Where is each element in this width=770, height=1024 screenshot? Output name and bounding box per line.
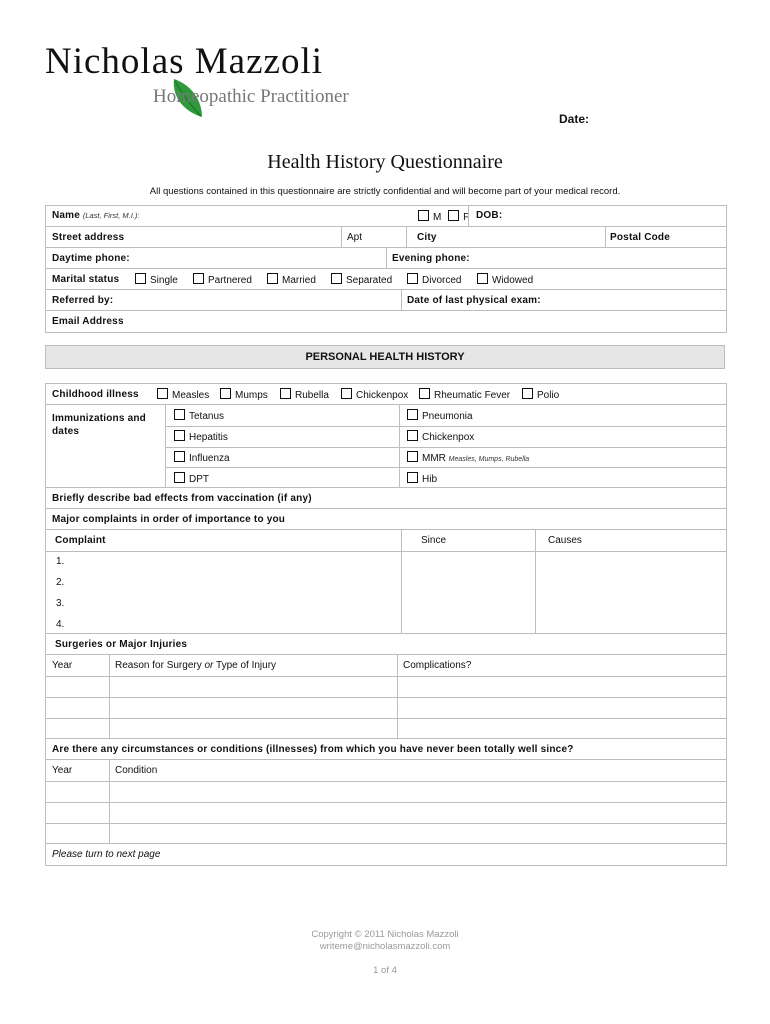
childhood-illness-label: Childhood illness — [52, 389, 139, 400]
checkbox[interactable] — [157, 388, 168, 399]
immunizations-row — [46, 405, 726, 488]
checkbox[interactable] — [174, 472, 185, 483]
immunizations-label: Immunizations and dates — [52, 413, 146, 437]
vaccination-effects-label: Briefly describe bad effects from vaccination (if any) — [52, 493, 312, 504]
date-label: Date: — [559, 112, 590, 126]
conditions-table — [46, 760, 726, 844]
page-title: Health History Questionnaire — [267, 151, 503, 173]
illness-option-polio[interactable]: Polio — [522, 388, 559, 404]
female-label: F — [463, 212, 470, 223]
since-header: Since — [421, 535, 447, 546]
immunization-hepatitis[interactable]: Hepatitis — [174, 430, 228, 487]
surgeries-table — [46, 655, 726, 739]
complaint-number: 1. — [56, 556, 65, 567]
checkbox[interactable] — [419, 388, 430, 399]
sex-options — [418, 210, 469, 226]
email-address-label: Email Address — [52, 316, 124, 327]
turn-page-row — [46, 844, 726, 865]
dob-label: DOB: — [476, 210, 503, 221]
health-history-form — [45, 383, 727, 866]
male-checkbox[interactable] — [418, 210, 429, 221]
complaint-number: 2. — [56, 577, 65, 588]
checkbox[interactable] — [407, 451, 418, 462]
immunization-tetanus[interactable]: Tetanus — [174, 409, 224, 487]
illness-option-rheumatic-fever[interactable]: Rheumatic Fever — [419, 388, 510, 404]
name-hint: (Last, First, M.I.): — [82, 211, 140, 220]
mmr-note: Measles, Mumps, Rubella — [448, 456, 530, 463]
complaints-table — [46, 530, 726, 634]
major-complaints-row — [46, 509, 726, 530]
surgeries-label: Surgeries or Major Injuries — [55, 639, 188, 650]
major-complaints-label: Major complaints in order of importance to you — [52, 514, 286, 525]
referral-row — [46, 290, 726, 311]
chronic-conditions-label: Are there any circumstances or conditions (illnesses) from which you have never been totally well since? — [52, 744, 574, 755]
immunization-influenza[interactable]: Influenza — [174, 451, 230, 487]
surgeries-title-row — [46, 634, 726, 655]
phone-row — [46, 248, 726, 269]
illness-option-mumps[interactable]: Mumps — [220, 388, 268, 404]
vaccination-effects-row — [46, 488, 726, 509]
marital-status-label: Marital status — [52, 274, 120, 285]
checkbox[interactable] — [135, 273, 146, 284]
chronic-conditions-row — [46, 739, 726, 760]
male-label: M — [433, 212, 442, 223]
checkbox[interactable] — [220, 388, 231, 399]
marital-option-partnered[interactable]: Partnered — [193, 273, 252, 289]
checkbox[interactable] — [407, 273, 418, 284]
marital-option-divorced[interactable]: Divorced — [407, 273, 461, 289]
practitioner-logo — [45, 40, 349, 107]
female-checkbox[interactable] — [448, 210, 459, 221]
childhood-illness-row — [46, 384, 726, 405]
name-label: Name — [52, 210, 81, 221]
postal-code-label: Postal Code — [610, 232, 670, 243]
immunization-pneumonia[interactable]: Pneumonia — [407, 409, 473, 487]
contact-info-form — [45, 205, 727, 333]
complaint-header: Complaint — [55, 535, 106, 546]
copyright: Copyright © 2011 Nicholas Mazzoli — [311, 929, 459, 940]
condition-header: Condition — [115, 765, 158, 776]
immunization-chickenpox[interactable]: Chickenpox — [407, 430, 474, 487]
checkbox[interactable] — [477, 273, 488, 284]
marital-option-single[interactable]: Single — [135, 273, 178, 289]
marital-option-separated[interactable]: Separated — [331, 273, 392, 289]
illness-option-chickenpox[interactable]: Chickenpox — [341, 388, 408, 404]
illness-option-measles[interactable]: Measles — [157, 388, 209, 404]
year-header: Year — [52, 765, 73, 776]
marital-option-widowed[interactable]: Widowed — [477, 273, 533, 289]
checkbox[interactable] — [407, 430, 418, 441]
checkbox[interactable] — [407, 472, 418, 483]
illness-option-rubella[interactable]: Rubella — [280, 388, 329, 404]
contact-email: writeme@nicholasmazzoli.com — [319, 941, 451, 952]
causes-header: Causes — [548, 535, 582, 546]
address-row — [46, 227, 726, 248]
immunization-mmr[interactable]: MMR Measles, Mumps, Rubella — [407, 451, 529, 487]
confidentiality-notice: All questions contained in this questionnaire are strictly confidential and will become part of your medical record. — [149, 186, 621, 197]
apt-label: Apt — [347, 232, 363, 243]
immunization-hib[interactable]: Hib — [407, 472, 437, 487]
immunization-dpt[interactable]: DPT — [174, 472, 209, 487]
marital-status-row — [46, 269, 726, 290]
checkbox[interactable] — [174, 409, 185, 420]
complaint-number: 4. — [56, 619, 65, 630]
referred-by-label: Referred by: — [52, 295, 114, 306]
checkbox[interactable] — [267, 273, 278, 284]
last-physical-exam-label: Date of last physical exam: — [407, 295, 541, 306]
turn-page-note: Please turn to next page — [52, 849, 161, 860]
page-number: 1 of 4 — [373, 965, 397, 976]
year-header: Year — [52, 660, 73, 671]
brand-subtitle: Homeopathic Practitioner — [153, 86, 349, 107]
city-label: City — [417, 232, 437, 243]
evening-phone-label: Evening phone: — [392, 253, 470, 264]
checkbox[interactable] — [407, 409, 418, 420]
brand-name: Nicholas Mazzoli — [45, 41, 323, 82]
checkbox[interactable] — [522, 388, 533, 399]
checkbox[interactable] — [280, 388, 291, 399]
checkbox[interactable] — [341, 388, 352, 399]
daytime-phone-label: Daytime phone: — [52, 253, 130, 264]
checkbox[interactable] — [193, 273, 204, 284]
section-heading: PERSONAL HEALTH HISTORY — [45, 345, 725, 369]
name-row — [46, 206, 726, 227]
checkbox[interactable] — [174, 430, 185, 441]
checkbox[interactable] — [331, 273, 342, 284]
surgery-reason-header: Reason for Surgery or Type of Injury — [115, 660, 277, 671]
marital-option-married[interactable]: Married — [267, 273, 316, 289]
complications-header: Complications? — [403, 660, 472, 671]
street-address-label: Street address — [52, 232, 125, 243]
checkbox[interactable] — [174, 451, 185, 462]
email-row — [46, 311, 726, 332]
complaint-number: 3. — [56, 598, 65, 609]
